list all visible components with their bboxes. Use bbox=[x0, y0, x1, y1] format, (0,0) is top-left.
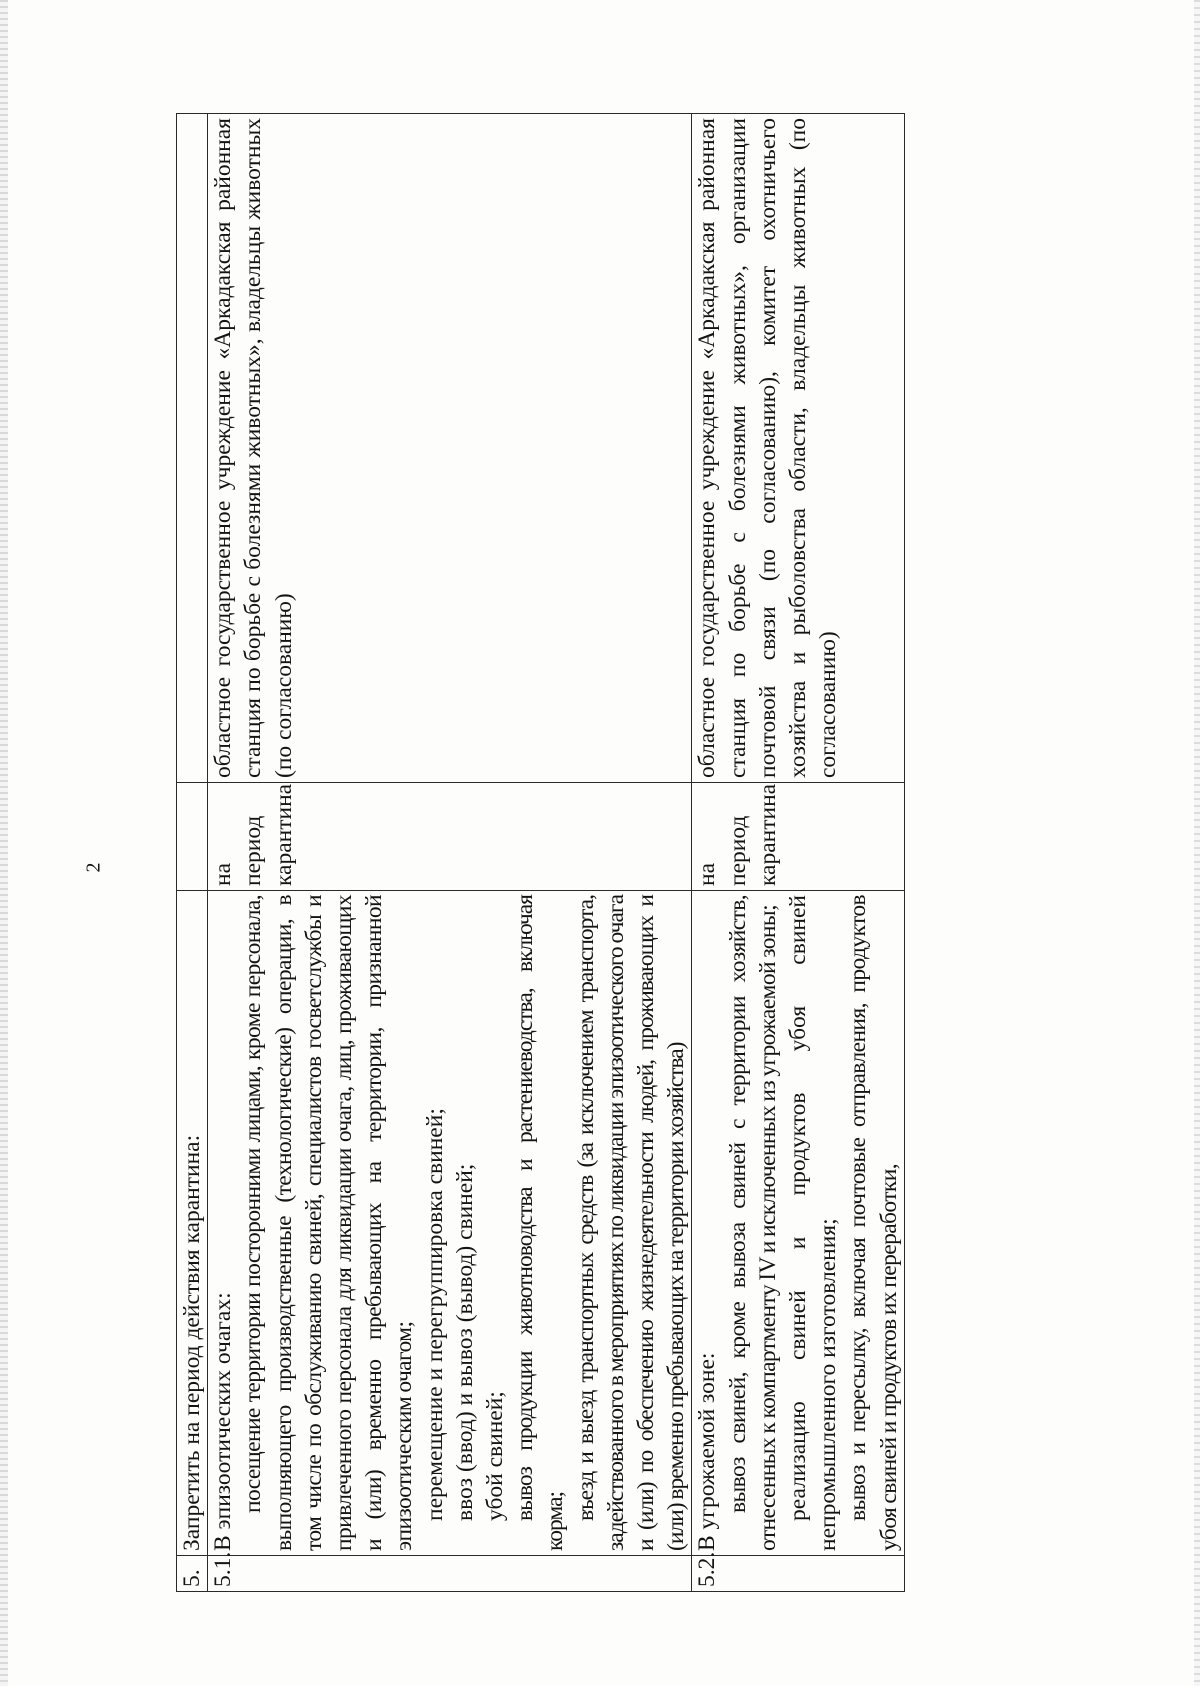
item-measures bbox=[208, 891, 692, 1556]
page-number: 2 bbox=[82, 862, 105, 873]
measure-line: вывоз и пересылку, включая почтовые отправления, продуктов убоя свиней и продуктов их переработки, bbox=[845, 895, 902, 1551]
item-measures bbox=[692, 891, 904, 1556]
measure-line: убой свиней; bbox=[482, 1391, 509, 1521]
section-responsible-cell bbox=[177, 114, 208, 783]
item-responsible: областное государственное учреждение «Аркадакская районная станция по борьбе с болезнями животных», организации почтовой связи (по согласованию), комитет охотничьего хозяйства и рыболовства области, владельцы животных (по согласованию) bbox=[692, 114, 904, 783]
section-title: Запретить на период действия карантина: bbox=[177, 891, 208, 1556]
measure-line: вывоз продукции животноводства и растениеводства, включая корма; bbox=[512, 895, 569, 1551]
item-term: на период карантина bbox=[692, 783, 904, 891]
measure-line: ввоз (ввод) и вывоз (вывод) свиней; bbox=[451, 1163, 478, 1521]
item-number: 5.1. bbox=[208, 1556, 692, 1592]
item-heading: В угрожаемой зоне: bbox=[694, 1352, 721, 1551]
measures-table bbox=[176, 113, 905, 1592]
section-term-cell bbox=[177, 783, 208, 891]
measure-line: вывоз свиней, кроме вывоза свиней с территории хозяйств, отнесенных к компартменту IV и исключенных из угрожаемой зоны; bbox=[724, 895, 781, 1551]
measure-line: посещение территории посторонними лицами, кроме персонала, выполняющего производственные (технологические) операции, в том числе по обслуживанию свиней, специалистов госветслужбы и привлеченного персонала для ликвидации очага, лиц, проживающих и (или) временно пребывающих на территории, признанной эпизоотическим очагом; bbox=[240, 895, 418, 1551]
document-sheet bbox=[176, 114, 1058, 1592]
table-row-section-5 bbox=[177, 114, 208, 1592]
item-heading: В эпизоотических очагах: bbox=[210, 1292, 237, 1551]
item-term: на период карантина bbox=[208, 783, 692, 891]
scan-edge-left bbox=[0, 0, 8, 1686]
measure-line: реализацию свиней и продуктов убоя свиней непромышленного изготовления; bbox=[785, 895, 842, 1551]
measure-line: перемещение и перегруппировка свиней; bbox=[421, 1108, 448, 1521]
item-number: 5.2. bbox=[692, 1556, 904, 1592]
table-row-5-2 bbox=[692, 114, 904, 1592]
scan-edge-right bbox=[1194, 0, 1200, 1686]
table-row-5-1 bbox=[208, 114, 692, 1592]
item-responsible: областное государственное учреждение «Аркадакская районная станция по борьбе с болезнями животных», владельцы животных (по согласованию) bbox=[208, 114, 692, 783]
section-number: 5. bbox=[177, 1556, 208, 1592]
measure-line: въезд и выезд транспортных средств (за исключением транспорта, задействованного в мероприятиях по ликвидации эпизоотического очага и (или) по обеспечению жизнедеятельности людей, проживающих и (или) временно пребывающих на территории хозяйства) bbox=[572, 894, 690, 1551]
